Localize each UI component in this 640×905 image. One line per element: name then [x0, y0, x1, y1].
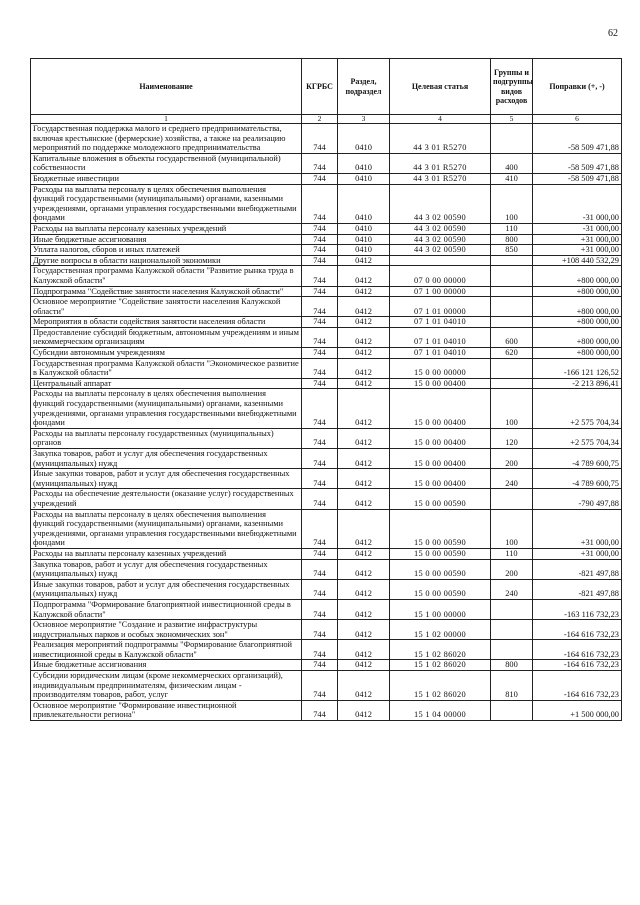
table-row [31, 245, 622, 256]
cell-expense-group: 240 [491, 469, 533, 489]
cell-amount: +800 000,00 [533, 266, 622, 286]
cell-name: Государственная программа Калужской области "Развитие рынка труда в Калужской области" [31, 266, 302, 286]
table-row [31, 660, 622, 671]
cell-name: Уплата налогов, сборов и иных платежей [31, 245, 302, 256]
cell-amount: +800 000,00 [533, 327, 622, 347]
cell-expense-group: 850 [491, 245, 533, 256]
cell-kgrbs: 744 [302, 509, 338, 548]
cell-section: 0412 [338, 640, 390, 660]
cell-amount: -58 509 471,88 [533, 153, 622, 173]
table-row [31, 489, 622, 509]
cell-name: Закупка товаров, работ и услуг для обеспечения государственных (муниципальных) нужд [31, 449, 302, 469]
cell-expense-group [491, 358, 533, 378]
cell-amount: +800 000,00 [533, 317, 622, 328]
cell-section: 0412 [338, 559, 390, 579]
cell-name: Капитальные вложения в объекты государственной (муниципальной) собственности [31, 153, 302, 173]
cell-expense-group: 100 [491, 389, 533, 428]
column-number: 5 [491, 115, 533, 124]
cell-expense-group: 100 [491, 184, 533, 223]
header-name: Наименование [31, 59, 302, 115]
cell-kgrbs: 744 [302, 184, 338, 223]
cell-expense-group: 600 [491, 327, 533, 347]
page-number: 62 [608, 28, 618, 39]
cell-target-article: 15 0 00 00590 [390, 489, 491, 509]
cell-section: 0412 [338, 286, 390, 297]
cell-section: 0412 [338, 548, 390, 559]
cell-kgrbs: 744 [302, 124, 338, 154]
cell-kgrbs: 744 [302, 327, 338, 347]
table-row [31, 358, 622, 378]
cell-amount: -58 509 471,88 [533, 124, 622, 154]
table-row [31, 348, 622, 359]
cell-kgrbs: 744 [302, 700, 338, 720]
cell-section: 0412 [338, 358, 390, 378]
cell-name: Государственная программа Калужской области "Экономическое развитие в Калужской области" [31, 358, 302, 378]
cell-target-article: 15 1 00 00000 [390, 599, 491, 619]
cell-expense-group [491, 255, 533, 266]
cell-name: Реализация мероприятий подпрограммы "Формирование благоприятной инвестиционной среды в Калужской области" [31, 640, 302, 660]
cell-amount: -164 616 732,23 [533, 640, 622, 660]
cell-section: 0412 [338, 378, 390, 389]
cell-expense-group [491, 266, 533, 286]
cell-kgrbs: 744 [302, 559, 338, 579]
cell-name: Подпрограмма "Формирование благоприятной инвестиционной среды в Калужской области" [31, 599, 302, 619]
cell-name: Субсидии автономным учреждениям [31, 348, 302, 359]
cell-target-article: 07 1 00 00000 [390, 286, 491, 297]
cell-section: 0410 [338, 173, 390, 184]
cell-kgrbs: 744 [302, 548, 338, 559]
cell-target-article: 15 1 02 86020 [390, 660, 491, 671]
table-row [31, 620, 622, 640]
cell-expense-group [491, 489, 533, 509]
cell-amount: -821 497,88 [533, 579, 622, 599]
cell-section: 0412 [338, 348, 390, 359]
cell-expense-group: 810 [491, 671, 533, 701]
cell-amount: -31 000,00 [533, 184, 622, 223]
cell-amount: +108 440 532,29 [533, 255, 622, 266]
cell-target-article: 15 0 00 00590 [390, 509, 491, 548]
cell-section: 0412 [338, 297, 390, 317]
cell-section: 0412 [338, 620, 390, 640]
cell-expense-group: 120 [491, 428, 533, 448]
cell-name: Основное мероприятие "Содействие занятости населения Калужской области" [31, 297, 302, 317]
cell-name: Предоставление субсидий бюджетным, автономным учреждениям и иным некоммерческим организациям [31, 327, 302, 347]
cell-kgrbs: 744 [302, 469, 338, 489]
cell-target-article: 44 3 01 R5270 [390, 153, 491, 173]
cell-section: 0412 [338, 266, 390, 286]
cell-section: 0412 [338, 599, 390, 619]
cell-section: 0412 [338, 469, 390, 489]
table-row [31, 469, 622, 489]
cell-amount: +2 575 704,34 [533, 389, 622, 428]
cell-target-article: 15 0 00 00400 [390, 378, 491, 389]
cell-amount: -163 116 732,23 [533, 599, 622, 619]
cell-amount: -31 000,00 [533, 223, 622, 234]
header-expense-groups: Группы и подгруппы видов расходов [491, 59, 533, 115]
cell-amount: +1 500 000,00 [533, 700, 622, 720]
cell-kgrbs: 744 [302, 599, 338, 619]
column-number-row [31, 115, 622, 124]
cell-kgrbs: 744 [302, 348, 338, 359]
cell-target-article: 44 3 01 R5270 [390, 124, 491, 154]
budget-amendments-table [30, 58, 622, 721]
cell-amount: +31 000,00 [533, 245, 622, 256]
cell-expense-group: 110 [491, 223, 533, 234]
cell-amount: +800 000,00 [533, 348, 622, 359]
table-row [31, 378, 622, 389]
table-row [31, 640, 622, 660]
table-row [31, 700, 622, 720]
cell-name: Мероприятия в области содействия занятости населения области [31, 317, 302, 328]
cell-name: Государственная поддержка малого и среднего предпринимательства, включая крестьянские (фермерские) хозяйства, а также на реализацию мероприятий по поддержке молодежного предпринимательства [31, 124, 302, 154]
cell-expense-group: 100 [491, 509, 533, 548]
cell-kgrbs: 744 [302, 245, 338, 256]
cell-amount: +31 000,00 [533, 509, 622, 548]
column-number: 4 [390, 115, 491, 124]
cell-kgrbs: 744 [302, 660, 338, 671]
cell-section: 0412 [338, 449, 390, 469]
cell-target-article: 15 0 00 00400 [390, 389, 491, 428]
cell-name: Расходы на выплаты персоналу казенных учреждений [31, 548, 302, 559]
cell-name: Центральный аппарат [31, 378, 302, 389]
cell-target-article: 15 0 00 00590 [390, 559, 491, 579]
table-row [31, 255, 622, 266]
cell-section: 0412 [338, 509, 390, 548]
cell-expense-group: 240 [491, 579, 533, 599]
cell-name: Расходы на выплаты персоналу государственных (муниципальных) органов [31, 428, 302, 448]
cell-section: 0412 [338, 579, 390, 599]
cell-expense-group [491, 700, 533, 720]
cell-name: Иные закупки товаров, работ и услуг для обеспечения государственных (муниципальных) нужд [31, 579, 302, 599]
cell-expense-group [491, 286, 533, 297]
cell-amount: +2 575 704,34 [533, 428, 622, 448]
table-row [31, 297, 622, 317]
table-row [31, 449, 622, 469]
cell-expense-group: 800 [491, 660, 533, 671]
cell-name: Подпрограмма "Содействие занятости населения Калужской области" [31, 286, 302, 297]
header-kgrbs: КГРБС [302, 59, 338, 115]
cell-name: Иные бюджетные ассигнования [31, 234, 302, 245]
table-row [31, 153, 622, 173]
cell-expense-group [491, 640, 533, 660]
cell-kgrbs: 744 [302, 579, 338, 599]
table-row [31, 124, 622, 154]
cell-kgrbs: 744 [302, 489, 338, 509]
cell-kgrbs: 744 [302, 449, 338, 469]
cell-name: Бюджетные инвестиции [31, 173, 302, 184]
cell-name: Расходы на выплаты персоналу казенных учреждений [31, 223, 302, 234]
table-row [31, 317, 622, 328]
cell-name: Расходы на выплаты персоналу в целях обеспечения выполнения функций государственными (муниципальными) органами, казенными учреждениями, органами управления государственными внебюджетными фондами [31, 184, 302, 223]
header-section: Раздел, подраздел [338, 59, 390, 115]
cell-section: 0410 [338, 153, 390, 173]
cell-target-article: 15 1 04 00000 [390, 700, 491, 720]
cell-amount: -164 616 732,23 [533, 671, 622, 701]
cell-target-article: 15 0 00 00000 [390, 358, 491, 378]
cell-amount: +800 000,00 [533, 286, 622, 297]
cell-name: Другие вопросы в области национальной экономики [31, 255, 302, 266]
cell-section: 0412 [338, 317, 390, 328]
cell-amount: +800 000,00 [533, 297, 622, 317]
cell-target-article: 15 1 02 00000 [390, 620, 491, 640]
cell-name: Расходы на выплаты персоналу в целях обеспечения выполнения функций государственными (муниципальными) органами, казенными учреждениями, органами управления государственными внебюджетными фондами [31, 389, 302, 428]
cell-target-article: 15 1 02 86020 [390, 671, 491, 701]
cell-target-article: 07 1 01 04010 [390, 348, 491, 359]
cell-target-article: 44 3 02 00590 [390, 234, 491, 245]
cell-amount: -166 121 126,52 [533, 358, 622, 378]
cell-amount: -164 616 732,23 [533, 660, 622, 671]
table-row [31, 286, 622, 297]
cell-section: 0410 [338, 245, 390, 256]
cell-section: 0412 [338, 255, 390, 266]
cell-target-article: 15 0 00 00590 [390, 579, 491, 599]
cell-expense-group [491, 599, 533, 619]
table-row [31, 234, 622, 245]
cell-section: 0412 [338, 489, 390, 509]
cell-target-article: 44 3 01 R5270 [390, 173, 491, 184]
cell-name: Основное мероприятие "Формирование инвестиционной привлекательности региона" [31, 700, 302, 720]
cell-name: Иные закупки товаров, работ и услуг для обеспечения государственных (муниципальных) нужд [31, 469, 302, 489]
cell-expense-group: 410 [491, 173, 533, 184]
cell-expense-group: 620 [491, 348, 533, 359]
cell-target-article: 07 0 00 00000 [390, 266, 491, 286]
cell-kgrbs: 744 [302, 389, 338, 428]
cell-section: 0410 [338, 184, 390, 223]
header-target-article: Целевая статья [390, 59, 491, 115]
cell-target-article: 07 1 01 00000 [390, 297, 491, 317]
cell-target-article: 15 0 00 00590 [390, 548, 491, 559]
cell-kgrbs: 744 [302, 266, 338, 286]
table-row [31, 579, 622, 599]
table-row [31, 509, 622, 548]
cell-name: Закупка товаров, работ и услуг для обеспечения государственных (муниципальных) нужд [31, 559, 302, 579]
cell-expense-group [491, 620, 533, 640]
cell-target-article: 15 0 00 00400 [390, 449, 491, 469]
cell-amount: -821 497,88 [533, 559, 622, 579]
table-row [31, 599, 622, 619]
table-body [31, 124, 622, 721]
cell-kgrbs: 744 [302, 620, 338, 640]
cell-target-article [390, 255, 491, 266]
header-row [31, 59, 622, 115]
cell-amount: +31 000,00 [533, 548, 622, 559]
cell-kgrbs: 744 [302, 428, 338, 448]
cell-kgrbs: 744 [302, 153, 338, 173]
cell-kgrbs: 744 [302, 223, 338, 234]
cell-name: Субсидии юридическим лицам (кроме некоммерческих организаций), индивидуальным предпринимателям, физическим лицам - производителям товаров, работ, услуг [31, 671, 302, 701]
table-row [31, 389, 622, 428]
cell-target-article: 15 0 00 00400 [390, 469, 491, 489]
table-row [31, 173, 622, 184]
column-number: 6 [533, 115, 622, 124]
cell-expense-group: 200 [491, 559, 533, 579]
table-row [31, 266, 622, 286]
cell-kgrbs: 744 [302, 671, 338, 701]
cell-name: Расходы на обеспечение деятельности (оказание услуг) государственных учреждений [31, 489, 302, 509]
cell-amount: -4 789 600,75 [533, 449, 622, 469]
cell-target-article: 44 3 02 00590 [390, 223, 491, 234]
table-row [31, 428, 622, 448]
cell-amount: -790 497,88 [533, 489, 622, 509]
cell-name: Иные бюджетные ассигнования [31, 660, 302, 671]
cell-expense-group [491, 378, 533, 389]
cell-kgrbs: 744 [302, 255, 338, 266]
table-row [31, 327, 622, 347]
header-amendments: Поправки (+, -) [533, 59, 622, 115]
cell-expense-group [491, 317, 533, 328]
cell-section: 0412 [338, 700, 390, 720]
cell-section: 0412 [338, 327, 390, 347]
cell-amount: -2 213 896,41 [533, 378, 622, 389]
cell-kgrbs: 744 [302, 358, 338, 378]
cell-kgrbs: 744 [302, 297, 338, 317]
cell-name: Основное мероприятие "Создание и развитие инфраструктуры индустриальных парков и особых экономических зон" [31, 620, 302, 640]
cell-section: 0412 [338, 671, 390, 701]
cell-kgrbs: 744 [302, 378, 338, 389]
cell-section: 0410 [338, 223, 390, 234]
cell-target-article: 07 1 01 04010 [390, 327, 491, 347]
cell-target-article: 07 1 01 04010 [390, 317, 491, 328]
column-number: 2 [302, 115, 338, 124]
table-row [31, 548, 622, 559]
table-row [31, 223, 622, 234]
cell-section: 0410 [338, 124, 390, 154]
cell-amount: -58 509 471,88 [533, 173, 622, 184]
cell-expense-group: 400 [491, 153, 533, 173]
cell-target-article: 15 1 02 86020 [390, 640, 491, 660]
cell-target-article: 44 3 02 00590 [390, 184, 491, 223]
table-row [31, 671, 622, 701]
column-number: 1 [31, 115, 302, 124]
cell-target-article: 44 3 02 00590 [390, 245, 491, 256]
cell-expense-group [491, 124, 533, 154]
cell-kgrbs: 744 [302, 173, 338, 184]
cell-amount: -4 789 600,75 [533, 469, 622, 489]
table-row [31, 184, 622, 223]
cell-amount: +31 000,00 [533, 234, 622, 245]
cell-kgrbs: 744 [302, 286, 338, 297]
cell-name: Расходы на выплаты персоналу в целях обеспечения выполнения функций государственными (муниципальными) органами, казенными учреждениями, органами управления государственными внебюджетными фондами [31, 509, 302, 548]
table-row [31, 559, 622, 579]
cell-expense-group: 800 [491, 234, 533, 245]
cell-section: 0412 [338, 428, 390, 448]
cell-amount: -164 616 732,23 [533, 620, 622, 640]
cell-expense-group: 110 [491, 548, 533, 559]
cell-section: 0412 [338, 660, 390, 671]
cell-section: 0412 [338, 389, 390, 428]
cell-kgrbs: 744 [302, 234, 338, 245]
column-number: 3 [338, 115, 390, 124]
cell-expense-group: 200 [491, 449, 533, 469]
cell-kgrbs: 744 [302, 640, 338, 660]
cell-kgrbs: 744 [302, 317, 338, 328]
cell-target-article: 15 0 00 00400 [390, 428, 491, 448]
cell-section: 0410 [338, 234, 390, 245]
cell-expense-group [491, 297, 533, 317]
